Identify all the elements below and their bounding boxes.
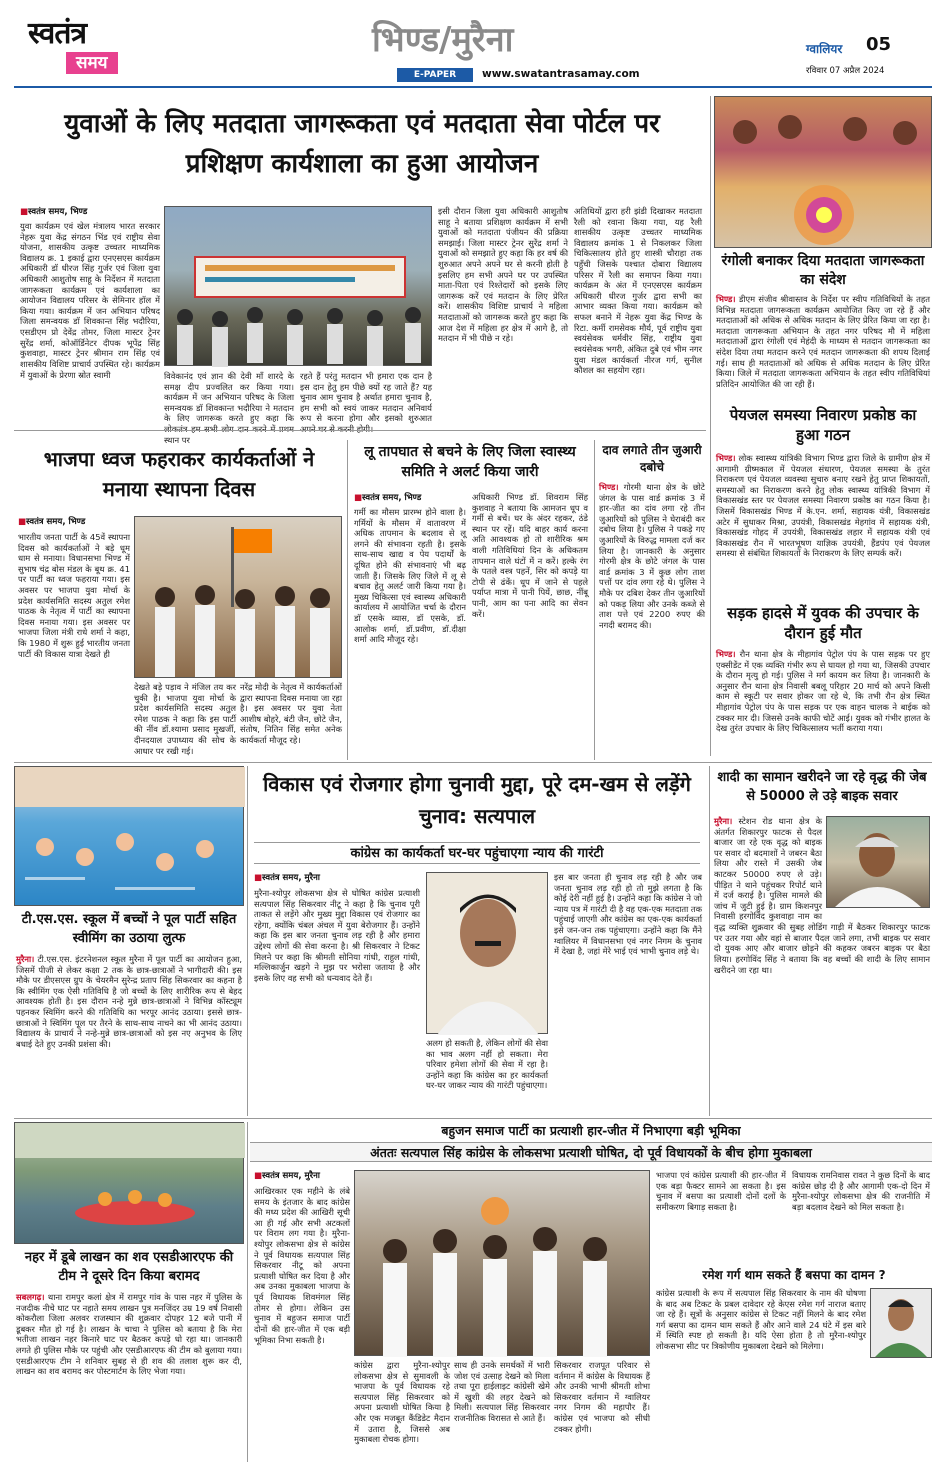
headline: रंगोली बनाकर दिया मतदाता जागरूकता का संदेश	[721, 253, 925, 288]
pool-photo-graphic	[15, 767, 245, 907]
article-column-5: भाजपा एवं कांग्रेस प्रत्याशी की हार-जीत में एक बड़ा फैक्टर सामने आ सकता है। इस चुनाव में बसपा का प्रत्याशी दोनों दलों के समीकरण बिगाड़ सकता है।	[656, 1170, 786, 1212]
city-label: ग्वालियर	[806, 42, 843, 56]
logo-bottom-text: समय	[66, 52, 118, 74]
article-column-2: अलग हो सकती है, लेकिन लोगों की सेवा का भाव अलग नहीं हो सकता। मेरा परिवार हमेशा लोगों की सेवा में रहा है। उन्होंने कहा कि कांग्रेस का हर कार्यकर्ता घर-घर जाकर न्याय की गारंटी पहुंचाएगा।	[426, 1038, 548, 1091]
article-column-6: विधायक रामनिवास रावत ने कुछ दिनों के बाद कांग्रेस छोड़ दी है और आगामी एक-दो दिन में मुरैना-श्योपुर लोकसभा क्षेत्र की राजनीति में बड़ा बदलाव देखने को मिल सकता है।	[792, 1170, 930, 1212]
story-congress-satyapal	[250, 766, 705, 1116]
story-ramesh-garg	[656, 1266, 932, 1462]
edition-title: भिण्ड/मुरैना	[372, 20, 514, 60]
article-column-2: अधिकारी भिण्ड डॉ. शिवराम सिंह कुशवाह ने बताया कि आमजन धूप व गर्मी से बचें। घर के अंदर रहकर, ठंडे स्थान पर रहें। यदि बाहर कार्य करना अति आवश्यक हो तो शारीरिक श्रम वाली गतिविधियां दिन के अधिकतम तापमान वाले घंटों में न करें। हल्के रंग के पतले वस्त्र पहनें, सिर को कपड़े या टोपी से ढंकें। धूप में जाने से पहले पर्याप्त मात्रा में पानी पियें, छाछ, नींबू पानी, आम का पना आदि का सेवन करें।	[472, 492, 588, 619]
story-heatwave-alert	[350, 440, 590, 760]
elderly-victim-photo	[826, 816, 930, 908]
dateline: भिण्ड।	[716, 453, 736, 463]
headline: टी.एस.एस. स्कूल में बच्चों ने पूल पार्टी सहित स्वीमिंग का उठाया लुत्फ	[21, 912, 237, 946]
celebration-photo-graphic	[355, 1171, 651, 1357]
byline: ■ स्वतंत्र समय, भिण्ड	[354, 492, 421, 503]
story-gamblers-caught	[597, 440, 707, 760]
headline: सड़क हादसे में युवक की उपचार के दौरान हुई मौत	[727, 604, 919, 642]
article-body: सबलगढ़। थाना रामपुर कलां क्षेत्र में रामपुर गांव के पास नहर में पुलिस के नजदीक नीचे घाट पर नहाते समय लाखन पुत्र मनजिंदर उम्र 19 वर्ष निवासी कोकरौला जिला अलवर राजस्थान की शुक्रवार दोपहर 12 बजे पानी में डूबकर मौत हो गई है। लाखन के चाचा ने पुलिस को बताया है कि मेरा भतीजा लाखन नहर किनारे घाट पर बैठकर कपड़े धो रहा था। जानकारी लगते ही पुलिस मौके पर पहुंची और एसडीआरएफ की टीम को बुलाया गया। एसडीआरएफ टीम ने शनिवार सुबह से ही शव की तलाश शुरू कर दी, लाखन का शव बरामद कर पोस्टमार्टम के लिए भेजा गया।	[16, 1292, 242, 1377]
dateline: भिण्ड।	[599, 482, 619, 492]
headline: रमेश गर्ग थाम सकते हैं बसपा का दामन ?	[702, 1268, 886, 1282]
date-label: रविवार 07 अप्रैल 2024	[806, 66, 885, 76]
article-column-1: युवा कार्यक्रम एवं खेल मंत्रालय भारत सरकार नेहरू युवा केंद्र संगठन भिंड एवं राष्ट्रीय सेवा योजना, शासकीय उत्कृष्ट उच्चतर माध्यमिक विद्यालय क्र. 1 इकाई द्वारा एनएसएस कार्यक्रम अधिकारी डॉ धीरज सिंह गुर्जर एवं जिला युवा अधिकारी आशुतोष साहू के निर्देशन में मतदाता जागरूकता कार्यक्रम एवं कार्यशाला का आयोजन विद्यालय परिसर के सेमिनार हॉल में किया गया। कार्यक्रम में जन अभियान परिषद जिला समन्वयक डॉ शिवकान्त सिंह भदौरिया, एसडीएम प्रो देवेंद्र तोमर, जिला मास्टर ट्रेनर सुरेंद्र शर्मा, कोऑर्डिनेटर दीपक भूपेंद्र सिंह कुशवाहा, मास्टर ट्रेनर श्रीमान राम सिंह एवं शासकीय विशिष्ट प्राचार्य उपस्थित रहे। कार्यक्रम में युवाओं के प्रेरणा स्रोत स्वामी	[20, 221, 160, 380]
ramesh-garg-graphic	[871, 1289, 931, 1357]
article-body: भिण्ड। डीएम संजीव श्रीवास्तव के निर्देश पर स्वीप गतिविधियों के तहत विभिन्न मतदाता जागरूकता कार्यक्रम आयोजित किए जा रहे हैं और मतदाताओं को अधिक से अधिक मतदान के लिए प्रेरित किया जा रहा है। मतदाता जागरूकता अभियान के तहत नगर परिषद मौ में महिला मतदाताओं द्वारा रंगोली एवं मेहंदी के माध्यम से मतदान जागरूकता का संदेश दिया तथा मतदान करने एवं मतदान जागरूकता की शपथ दिलाई गई। साथ ही मतदाताओं को अधिक से अधिक मतदान के लिए प्रेरित किया। जिले में मतदाता जागरूकता अभियान के तहत स्वीप गतिविधियां प्रतिदिन आयोजित की जा रही हैं।	[716, 294, 930, 389]
headline: पेयजल समस्या निवारण प्रकोष्ठ का हुआ गठन	[729, 406, 917, 444]
rangoli-photo-graphic	[715, 97, 933, 249]
page-number: 05	[866, 34, 892, 55]
story-rangoli	[714, 96, 932, 396]
article-body: मुरैना। स्टेशन रोड थाना क्षेत्र के अंतर्गत शिकारपुर फाटक से पैदल बाजार जा रहे एक वृद्ध को बाइक पर सवार दो बदमाशों ने जबरन बैठा लिया और रास्ते में उसकी जेब काटकर 50000 रुपए ले उड़े। पीड़ित ने थाने पहुंचकर रिपोर्ट थाने में दर्ज कराई है। पुलिस मामले की जांच में जुटी हुई है। ग्राम किशनपुर निवासी हरगोविंद कुशवाहा नाम का वृद्ध व्यक्ति शुक्रवार की सुबह लोडिंग गाड़ी में बैठकर शिकारपुर फाटक पर उतर गया और वहां से बाजार पैदल जाने लगा, तभी बाइक पर सवार दो युवक आए और बाजार छोड़ने की कहकर जबरन बाइक पर बैठा लिया। हरगोविंद सिंह ने बताया कि वह बच्चों की शादी के लिए सामान खरीदने जा रहा था।	[714, 816, 930, 975]
website-link[interactable]: www.swatantrasamay.com	[482, 68, 640, 80]
kicker: बहुजन समाज पार्टी का प्रत्याशी हार-जीत में निभाएगा बड़ी भूमिका	[441, 1123, 741, 1138]
article-column-4: सिकरवार राजपूत परिवार से वर्तमान में कांग्रेस के विधायक हैं और उनकी भाभी श्रीमती शोभा सिकरवार वर्तमान में ग्वालियर नगर निगम की महापौर हैं। कांग्रेस एवं भाजपा को सीधी टक्कर होगी।	[554, 1360, 650, 1434]
article-column-1: गर्मी का मौसम प्रारम्भ होने वाला है। गर्मियों के मौसम में वातावरण में अधिक तापमान के बदलाव से लू लगने की संभावना रहती है। इसके साथ-साथ खाद्य व पेय पदार्थों के दूषित होने की संभावनाएं भी बढ़ जाती हैं। जिसके लिए जिले में लू से बचाव हेतु अलर्ट जारी किया गया है। मुख्य चिकित्सा एवं स्वास्थ्य अधिकारी कार्यालय में आयोजित चर्चा के दौरान डॉ एसके व्यास, डॉ एसके, डॉ. आलोक शर्मा, डॉ.प्रवीण, डॉ.दीक्षा शर्मा आदि मौजूद रहे।	[354, 507, 466, 645]
article-body: भिण्ड। रौन थाना क्षेत्र के मीहागांव पेट्रोल पंप के पास सड़क पर हुए एक्सीडेंट में एक व्यक्ति गंभीर रूप से घायल हो गया था, जिसकी उपचार के दौरान मृत्यु हो गई। पुलिस ने मर्ग कायम कर लिया है। जानकारी के अनुसार रौन थाना क्षेत्र निवासी बबलू परिहार 20 मार्च को अपने किसी काम से स्कूटी पर सवार होकर जा रहे थे, कि तभी रौन क्षेत्र स्थित मीहागांव पेट्रोल पंप के पास सड़क पर एक वाहन चालक ने बाईक को टक्कर मार दी। जिससे उनके काफी चोटें आई। युवक को गंभीर हालत के देख तुरंत उपचार के लिए चिकित्सालय भर्ती कराया गया।	[716, 649, 930, 734]
story-candidate-announced	[250, 1122, 932, 1462]
rally-photo	[164, 206, 432, 366]
logo-top-text: स्वतंत्र	[28, 16, 87, 51]
article-column-5: अतिथियों द्वारा हरी झंडी दिखाकर मतदाता रैली को रवाना किया गया, यह रैली शासकीय उत्कृष्ट उच्चतर माध्यमिक विद्यालय क्रमांक 1 से निकलकर जिला चिकित्सालय होते हुए शास्त्री चौराहा तक पहुँची जिसके पश्चात दोबारा विद्यालय परिसर में रैली का समापन किया गया। कार्यक्रम के अंत में एनएसएस कार्यक्रम अधिकारी धीरज गुर्जर द्वारा सभी का आभार व्यक्त किया गया। कार्यक्रम को सफल बनाने में नेहरू युवा केंद्र भिण्ड के रिटा. कर्मी रामसेवक मौर्य, पूर्व राष्ट्रीय युवा स्वयंसेवक धर्मवीर सिंह, राष्ट्रीय युवा स्वयंसेवक भगरी, अंकित दुबे एवं भीम नगर युवा मंडल कार्यकर्ता नीरज गर्ग, सुनील कौशल का सहयोग रहा।	[574, 206, 702, 376]
logo	[28, 16, 153, 82]
dateline: भिण्ड।	[716, 649, 736, 659]
story-road-accident	[714, 603, 932, 753]
article-column-2: विवेकानंद एवं ज्ञान की देवी माँ शारदे के समक्ष दीप प्रज्वलित कर किया गया। कार्यक्रम में जन अभियान परिषद के जिला समन्वयक डॉ शिवकान्त भदौरिया ने मतदान के लिए जागरूक करते हुए कहा कि स्थान पर	[164, 371, 294, 445]
article-body: मुरैना। टी.एस.एस. इंटरनेशनल स्कूल मुरैना में पूल पार्टी का आयोजन हुआ, जिसमें पीजी से लेकर कक्षा 2 तक के छात्र-छात्राओं ने भागीदारी की। इस मौके पर डीएसएस ग्रुप के चेयरमैन सुरेन्द्र प्रताप सिंह सिकरवार का कहना है कि स्वीमिंग एक ऐसी गतिविधि है जो बच्चों के लिए शारीरिक रूप से बेहद आवश्यक होती है। इस दौरान नन्हे मुन्ने छात्र-छात्राओं ने विभिन्न कॉस्ट्यूम पहनकर स्विमिंग करने की गतिविधि का भरपूर आनंद उठाया। इससे छात्र-छात्राओं ने स्विमिंग पूल पर तैरने के साथ-साथ नाचने का भी आनंद उठाया। विद्यालय के प्राचार्य ने नन्हे-मुन्ने छात्र-छात्राओं को इस नए अनुभव के लिए बधाई देते हुए उनकी प्रशंसा की।	[16, 954, 243, 1049]
byline: ■ स्वतंत्र समय, मुरैना	[254, 872, 320, 883]
headline: युवाओं के लिए मतदाता जागरूकता एवं मतदाता सेवा पोर्टल पर प्रशिक्षण कार्यशाला का हुआ आयोजन	[64, 109, 660, 179]
dateline: सबलगढ़।	[16, 1292, 45, 1302]
article-column-3: साथ ही उनके समर्थकों में भारी जोश एवं उत्साह देखने को मिला तथा पूरा हाईलाइट कांग्रेसी खेमे में खुशी की लहर देखने को मिली। सत्यपाल सिंह सिकरवार राजनीतिक विरासत से आते हैं।	[454, 1360, 550, 1424]
headline: लू तापघात से बचने के लिए जिला स्वास्थ्य समिति ने अलर्ट किया जारी	[364, 444, 576, 480]
headline: विकास एवं रोजगार होगा चुनावी मुद्दा, पूरे दम-खम से लड़ेंगे चुनाव: सत्यपाल	[263, 772, 691, 828]
article-column-1: आखिरकार एक महीने के लंबे समय के इंतजार के बाद कांग्रेस की मध्य प्रदेश की आखिरी सूची आ ही गई और सभी अटकलों पर विराम लग गया है। मुरैना-श्योपुर लोकसभा क्षेत्र से कांग्रेस ने पूर्व विधायक सत्यपाल सिंह सिकरवार नीटू को अपना प्रत्याशी घोषित कर दिया है और अब उनका मुकाबला भाजपा के पूर्व विधायक शिवमंगल सिंह तोमर से होगा। लेकिन उस चुनाव में बहुजन समाज पार्टी दोनों की हार-जीत में एक बड़ी भूमिका निभा सकती है।	[254, 1186, 350, 1345]
rescue-photo	[14, 1122, 244, 1244]
story-water-cell	[714, 405, 932, 605]
article-body: कांग्रेस प्रत्याशी के रूप में सत्यपाल सिंह सिकरवार के नाम की घोषणा के बाद अब टिकट के प्रबल दावेदार रहे केएस रमेश गर्ग नाराज बताए जा रहे हैं। सूत्रों के अनुसार कांग्रेस से टिकट नहीं मिलने के बाद रमेश गर्ग बसपा का दामन थाम सकते हैं और आने वाले 24 घंटे में इस बारे में स्थिति स्पष्ट हो सकती है। यदि ऐसा होता है तो मुरैना-श्योपुर लोकसभा सीट पर त्रिकोणीय मुकाबला देखने को मिलेगा।	[656, 1288, 932, 1460]
dateline: मुरैना।	[714, 816, 733, 826]
ramesh-garg-portrait	[870, 1288, 932, 1358]
article-body: भिण्ड। लोक स्वास्थ्य यांत्रिकी विभाग भिण्ड द्वारा जिले के ग्रामीण क्षेत्र में आगामी ग्रीष्मकाल में पेयजल संधारण, पेयजल समस्या के तुरंत निराकरण एवं पेयजल व्यवस्था सुचारु बनाए रखने हेतु प्राप्त शिकायतों, समस्याओं का निराकरण करने हेतु लोक स्वास्थ्य यांत्रिकी विभाग में विकासखंड स्तर पर पेयजल समस्या निवारण प्रकोष्ठ का गठन किया है। जिसमें विकासखंड भिण्ड में के.एन. शर्मा, सहायक यंत्री, विकासखंड अटेर में सुधाकर मिश्रा, उपयंत्री, विकासखंड मेहगांव में सहायक यंत्री, विकासखंड गोहद में उपयंत्री, विकासखंड लहार में सहायक यंत्री एवं विकासखंड रौन में भारतभूषण याज्ञिक उपयंत्री, हैंडपंप एवं पेयजल समस्या से संबंधित शिकायतों के निराकरण के लिए सम्पर्क करें।	[716, 453, 930, 559]
rangoli-photo	[714, 96, 932, 248]
rescue-photo-graphic	[15, 1123, 245, 1245]
bjp-photo	[134, 516, 342, 678]
byline: ■ स्वतंत्र समय, भिण्ड	[18, 516, 85, 527]
headline: अंततः सत्यपाल सिंह कांग्रेस के लोकसभा प्रत्याशी घोषित, दो पूर्व विधायकों के बीच होगा मुकाबला	[250, 1142, 932, 1162]
subhead: कांग्रेस का कार्यकर्ता घर-घर पहुंचाएगा न्याय की गारंटी	[254, 842, 700, 864]
dateline: भिण्ड।	[716, 294, 736, 304]
article-column-2: देखते बड़े पड़ाव ने मंजिल तय कर चुकी है। भाजपा युवा मोर्चा के प्रदेश कार्यसमिति सदस्य अतुल रमेश पाठक ने कहा कि इस पार्टी की नींव डॉ.श्यामा प्रसाद मुखर्जी, दीनदयाल उपाध्याय की सोच के आधार पर रखी गई।	[134, 682, 236, 756]
elderly-victim-graphic	[827, 817, 929, 907]
story-bike-theft	[712, 766, 932, 1116]
rally-photo-graphic	[165, 207, 433, 367]
celebration-photo	[354, 1170, 650, 1356]
headline: दाव लगाते तीन जुआरी दबोचे	[602, 443, 702, 474]
story-pool-party	[14, 766, 244, 1116]
article-column-1: मुरैना-श्योपुर लोकसभा क्षेत्र से घोषित कांग्रेस प्रत्याशी सत्यपाल सिंह सिकरवार नीटू ने कहा है कि चुनाव पूरी ताकत से लड़ेंगे और मुख्य मुद्दा विकास एवं रोजगार का रहेगा, क्योंकि चंबल अंचल में युवा बेरोजगार हैं। उन्होंने कहा कि इस बार जनता चुनाव लड़ रही है और हमारा उद्देश्य लोगों की सेवा करना है। श्री सिकरवार ने टिकट मिलने पर कहा कि श्रीमती सोनिया गांधी, राहुल गांधी, मल्लिकार्जुन खड़गे ने मुझ पर भरोसा जताया है और इसके लिए वह सभी को धन्यवाद देते हैं।	[254, 888, 420, 983]
bjp-photo-graphic	[135, 517, 343, 679]
headline: भाजपा ध्वज फहराकर कार्यकर्ताओं ने मनाया स्थापना दिवस	[43, 447, 315, 501]
headline: शादी का सामान खरीदने जा रहे वृद्ध की जेब से 50000 ले उड़े बाइक सवार	[717, 770, 927, 804]
article-column-1: भारतीय जनता पार्टी के 45वें स्थापना दिवस को कार्यकर्ताओं ने बड़े धूम धाम से मनाया। विधानसभा भिण्ड में सुभाष चंद्र बोस मंडल के बूथ क्र. 41 पर पार्टी का ध्वज फहराया गया। इस अवसर पर भाजपा युवा मोर्चा के प्रदेश कार्यसमिति सदस्य अतुल रमेश पाठक के नेतृत्व में पार्टी का स्थापना दिवस मनाया गया। इस अवसर पर भाजपा जिला मंत्री राधे शर्मा ने कहा, कि 1980 में शुरू हुई भारतीय जनता पार्टी की विकास यात्रा देखते ही	[18, 532, 130, 659]
candidate-portrait-graphic	[427, 873, 549, 1035]
story-canal-drowning	[14, 1122, 244, 1462]
byline: ■ स्वतंत्र समय, भिण्ड	[20, 206, 87, 217]
article-column-3: रहते हैं परंतु मतदान भी हमारा एक दान है इस दान हेतु हम पीछे क्यों रह जाते हैं? यह चुनाव आम चुनाव है अर्थात हमारा चुनाव है, हम सभी को स्वयं जाकर मतदान अनिवार्य रूप से करना होगा और इसको शुरुआत	[300, 371, 432, 424]
dateline: मुरैना।	[16, 954, 35, 964]
article-column-2: कांग्रेस द्वारा मुरैना-श्योपुर लोकसभा क्षेत्र से सुमावली के भाजपा के पूर्व विधायक रहे सत्यपाल सिंह सिकरवार को अपना प्रत्याशी घोषित किया है और एक मजबूत कैंडिडेट मैदान में उतारा है, जिससे अब मुकाबला रोचक होगा।	[354, 1360, 450, 1445]
article-column-4: इसी दौरान जिला युवा अधिकारी आशुतोष साहू ने बताया प्रशिक्षण कार्यक्रम में सभी युवाओं को मतदाता पंजीयन की प्रक्रिया समझाई। जिला मास्टर ट्रेनर सुरेंद्र शर्मा ने युवाओं को समझाते हुए कहा कि हर वर्ष की शुरुआत अपने अपने घर से करनी होती है इसलिए हम सभी अपने घर पर उपस्थित माता-पिता एवं रिश्तेदारों को इसके लिए जागरूक करें एवं मतदान के लिए प्रेरित करें। शासकीय विशिष्ट प्राचार्य ने महिला मतदाताओं को जागरूक करते हुए कहा कि आज देश में महिला हर क्षेत्र में आगे है, तो मतदान में भी पीछे न रहे।	[438, 206, 568, 344]
story-bjp-foundation	[14, 440, 344, 760]
article-column-3: नरेंद्र मोदी के नेतृत्व में कार्यकर्ताओं द्वारा स्थापना दिवस मनाया जा रहा है। इस अवसर पर युवा नेता आशीष बोहरे, बंटी जैन, छोटे जैन, संतोष, नितिन सिंह समेत अनेक कार्यकर्ता मौजूद रहे।	[240, 682, 342, 746]
masthead	[0, 0, 945, 95]
story-voter-awareness	[14, 96, 706, 445]
headline: नहर में डूबे लाखन का शव एसडीआरएफ की टीम ने दूसरे दिन किया बरामद	[24, 1250, 234, 1284]
article-body: भिण्ड। गोरमी थाना क्षेत्र के छोटे जंगल के पास वार्ड क्रमांक 3 में हार-जीत का दांव लगा रहे तीन जुआरियों को पुलिस ने घेराबंदी कर दबोच लिया है। पुलिस ने पकड़े गए जुआरियों के विरुद्ध मामला दर्ज कर लिया है। जानकारी के अनुसार गोरमी क्षेत्र के छोटे जंगल के पास वार्ड क्रमांक 3 में कुछ लोग ताश पत्तों पर दांव लगा रहे थे। पुलिस ने मौके पर दबिश देकर तीन जुआरियों को पकड़ लिया और उनके कब्जे से ताश पत्ते एवं 2200 रुपए की नगदी बरामद की।	[599, 482, 705, 630]
candidate-portrait	[426, 872, 548, 1034]
pool-photo	[14, 766, 244, 906]
epaper-badge: E-PAPER	[397, 68, 473, 82]
article-column-3: इस बार जनता ही चुनाव लड़ रही है और जब जनता चुनाव लड़ रही हो तो मुझे लगता है कि कोई देरी नहीं हुई है। उन्होंने कहा कि कांग्रेस ने जो न्याय पत्र में गारंटी दी है वह एक-एक मतदाता तक पहुंचाई जाएगी और कांग्रेस का एक-एक कार्यकर्ता इसे जन-जन तक पहुंचाएगा। उन्होंने कहा कि मैंने ग्वालियर में विधानसभा एवं नगर निगम के चुनाव में देखा है, जहां मेरे भाई एवं भाभी चुनाव लड़े थे।	[554, 872, 702, 957]
byline: ■ स्वतंत्र समय, मुरैना	[254, 1170, 320, 1181]
